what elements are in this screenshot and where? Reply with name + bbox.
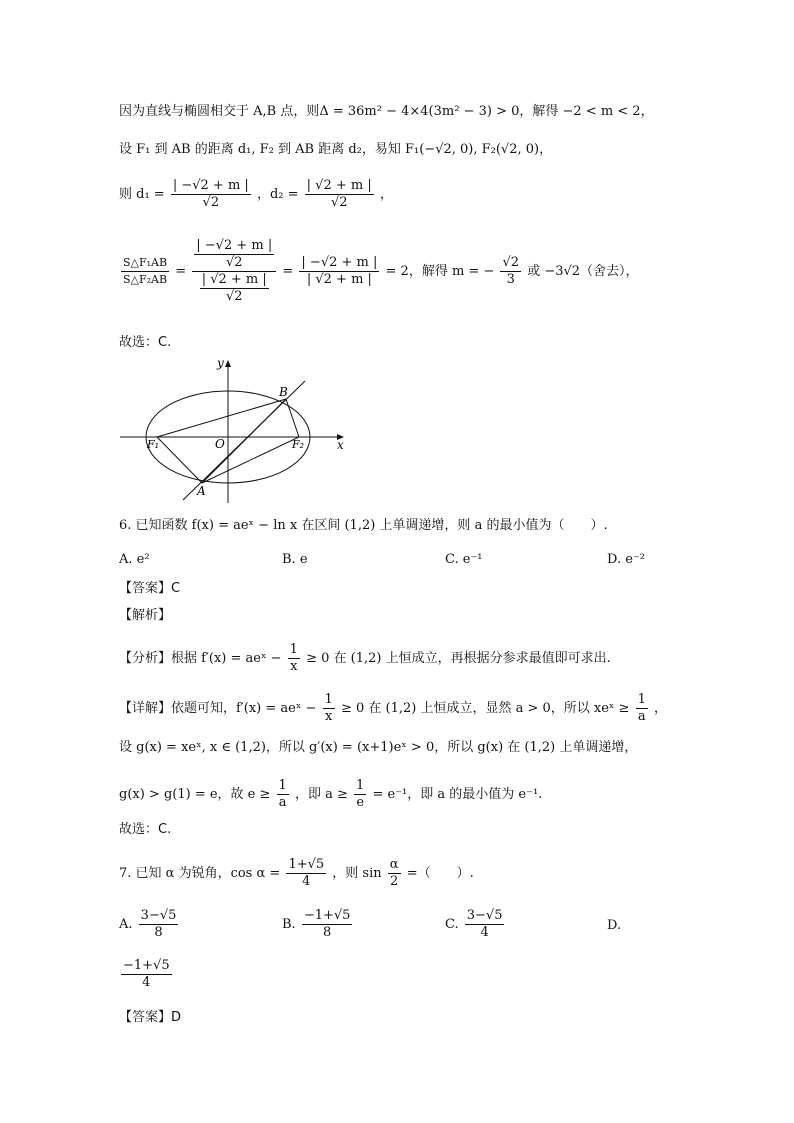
fraction-denominator: √2 xyxy=(202,195,220,210)
fraction-denominator: S△F₂AB xyxy=(123,273,168,286)
solution-line-3 xyxy=(119,178,393,211)
y-label: y xyxy=(217,356,224,370)
equals-sign: = xyxy=(175,264,187,279)
fraction-denominator: x xyxy=(324,709,333,724)
fraction-numerator: | −√2 + m | xyxy=(196,238,273,253)
fraction-numerator: 1 xyxy=(278,778,287,793)
fraction-denominator: 8 xyxy=(154,925,163,940)
m-value-fraction xyxy=(500,255,521,288)
question-text: =（ ）. xyxy=(406,866,474,881)
point-a-label: A xyxy=(197,484,206,498)
option-fraction xyxy=(121,958,172,991)
q6-analysis-heading: 【解析】 xyxy=(119,608,172,623)
fraction-denominator: e xyxy=(356,795,365,810)
q6-choose-answer: 故选：C. xyxy=(119,822,172,837)
one-over-e-fraction xyxy=(354,778,366,811)
detail-text: = e⁻¹，即 a 的最小值为 e⁻¹. xyxy=(372,787,543,802)
inner-fraction xyxy=(194,238,274,271)
q6-option-c: C. e⁻¹ xyxy=(445,552,483,567)
question-7 xyxy=(119,857,474,890)
half-alpha-fraction xyxy=(388,857,401,890)
fraction-denominator: 4 xyxy=(480,925,489,940)
fraction-numerator: S△F₁AB xyxy=(121,255,169,272)
ellipse-figure xyxy=(115,355,355,505)
solution-line-1: 因为直线与椭圆相交于 A,B 点，则Δ = 36m² − 4×4(3m² − 3) > 0，解得 −2 < m < 2， xyxy=(119,104,654,119)
option-fraction xyxy=(465,908,505,941)
d2-fraction xyxy=(305,178,374,211)
origin-label: O xyxy=(215,437,225,451)
detail-text: ，即 a ≥ xyxy=(294,787,348,802)
fraction-numerator: | √2 + m | xyxy=(306,178,372,193)
q7-option-d xyxy=(119,958,174,991)
fraction-numerator: 3−√5 xyxy=(466,908,503,923)
analysis-text: ≥ 0 在 (1,2) 上恒成立，再根据分参求最值即可求出. xyxy=(306,651,611,666)
question-6: 6. 已知函数 f(x) = aeˣ − ln x 在区间 (1,2) 上单调递增，则 a 的最小值为（ ）. xyxy=(119,518,608,533)
one-over-a-fraction xyxy=(636,692,648,725)
fraction-numerator: | −√2 + m | xyxy=(172,178,249,193)
fraction-denominator: √2 xyxy=(225,289,243,304)
solution-line-area-ratio xyxy=(119,238,639,305)
q6-option-a: A. e² xyxy=(119,552,150,567)
fraction-denominator: 8 xyxy=(323,925,332,940)
solution-line-2: 设 F₁ 到 AB 的距离 d₁, F₂ 到 AB 距离 d₂，易知 F₁(−√2, 0), F₂(√2, 0)， xyxy=(119,142,553,157)
focus-f1-label: F₁ xyxy=(147,438,160,451)
d2-label: ，d₂ = xyxy=(256,187,299,202)
q7-option-a xyxy=(119,908,180,941)
d1-label: 则 d₁ = xyxy=(119,187,165,202)
choose-answer-line: 故选：C. xyxy=(119,335,172,350)
one-over-x-fraction xyxy=(323,692,335,725)
fraction-numerator: −1+√5 xyxy=(303,908,351,923)
fraction-denominator: √2 xyxy=(225,255,243,270)
fraction-denominator: | √2 + m | xyxy=(306,272,372,287)
inner-fraction xyxy=(200,272,269,305)
q6-answer: 【答案】C xyxy=(119,581,181,596)
one-over-a-fraction xyxy=(277,778,289,811)
option-label: C. xyxy=(445,917,459,932)
fraction-numerator: 1 xyxy=(324,692,333,707)
q6-option-b: B. e xyxy=(282,552,308,567)
compound-fraction xyxy=(192,238,276,305)
q7-option-b xyxy=(282,908,354,941)
option-label: A. xyxy=(119,917,133,932)
q7-option-d-label: D. xyxy=(607,918,622,933)
fraction-numerator: √2 xyxy=(502,255,520,270)
q6-option-d: D. e⁻² xyxy=(607,552,645,567)
option-label: B. xyxy=(282,917,296,932)
fraction-numerator: 3−√5 xyxy=(140,908,177,923)
area-ratio-fraction xyxy=(121,255,169,288)
fraction-numerator: −1+√5 xyxy=(123,958,170,973)
fraction-numerator: 1 xyxy=(289,642,298,657)
question-text: ，则 sin xyxy=(332,866,382,881)
fraction-denominator: x xyxy=(290,659,298,674)
fraction-numerator: 1+√5 xyxy=(288,857,325,872)
fraction-numerator: | √2 + m | xyxy=(201,272,267,287)
detail-text: ≥ 0 在 (1,2) 上恒成立，显然 a > 0，所以 xeˣ ≥ xyxy=(340,701,630,716)
simplified-fraction xyxy=(299,255,379,288)
fraction-denominator: 2 xyxy=(390,874,399,889)
d1-fraction xyxy=(171,178,251,211)
q6-analysis-line xyxy=(119,642,611,675)
question-text: 7. 已知 α 为锐角，cos α = xyxy=(119,866,281,881)
compound-numerator xyxy=(192,238,276,272)
fraction-denominator: 3 xyxy=(506,272,515,287)
q6-detail-line-1 xyxy=(119,692,667,725)
analysis-text: 【分析】根据 f′(x) = aeˣ − xyxy=(119,651,282,666)
y-axis-arrow-icon xyxy=(225,360,231,367)
q6-detail-line-3 xyxy=(119,778,542,811)
option-fraction xyxy=(139,908,179,941)
compound-denominator xyxy=(192,272,276,305)
one-over-x-fraction xyxy=(288,642,300,675)
q6-detail-line-2: 设 g(x) = xeˣ, x ∈ (1,2)，所以 g′(x) = (x+1)eˣ > 0，所以 g(x) 在 (1,2) 上单调递增， xyxy=(119,740,638,755)
point-b-label: B xyxy=(279,385,288,399)
detail-text: g(x) > g(1) = e，故 e ≥ xyxy=(119,787,271,802)
fraction-numerator: 1 xyxy=(637,692,646,707)
focus-f2-label: F₂ xyxy=(292,438,305,451)
solution-text: = 2，解得 m = − xyxy=(385,264,495,279)
option-fraction xyxy=(302,908,353,941)
q7-option-c xyxy=(445,908,506,941)
punctuation: ， xyxy=(379,187,393,202)
cos-value-fraction xyxy=(286,857,326,890)
q7-answer: 【答案】D xyxy=(119,1010,182,1025)
fraction-numerator: α xyxy=(389,857,399,872)
fraction-denominator: √2 xyxy=(330,195,348,210)
equals-sign: = xyxy=(282,264,294,279)
x-label: x xyxy=(337,438,344,452)
fraction-numerator: | −√2 + m | xyxy=(301,255,378,270)
fraction-denominator: a xyxy=(278,795,287,810)
detail-text: 【详解】依题可知，f′(x) = aeˣ − xyxy=(119,701,317,716)
punctuation: ， xyxy=(654,701,668,716)
solution-text: 或 −3√2（舍去）， xyxy=(527,264,639,279)
fraction-denominator: 4 xyxy=(302,874,311,889)
fraction-denominator: a xyxy=(637,709,646,724)
fraction-denominator: 4 xyxy=(142,975,151,990)
fraction-numerator: 1 xyxy=(356,778,365,793)
